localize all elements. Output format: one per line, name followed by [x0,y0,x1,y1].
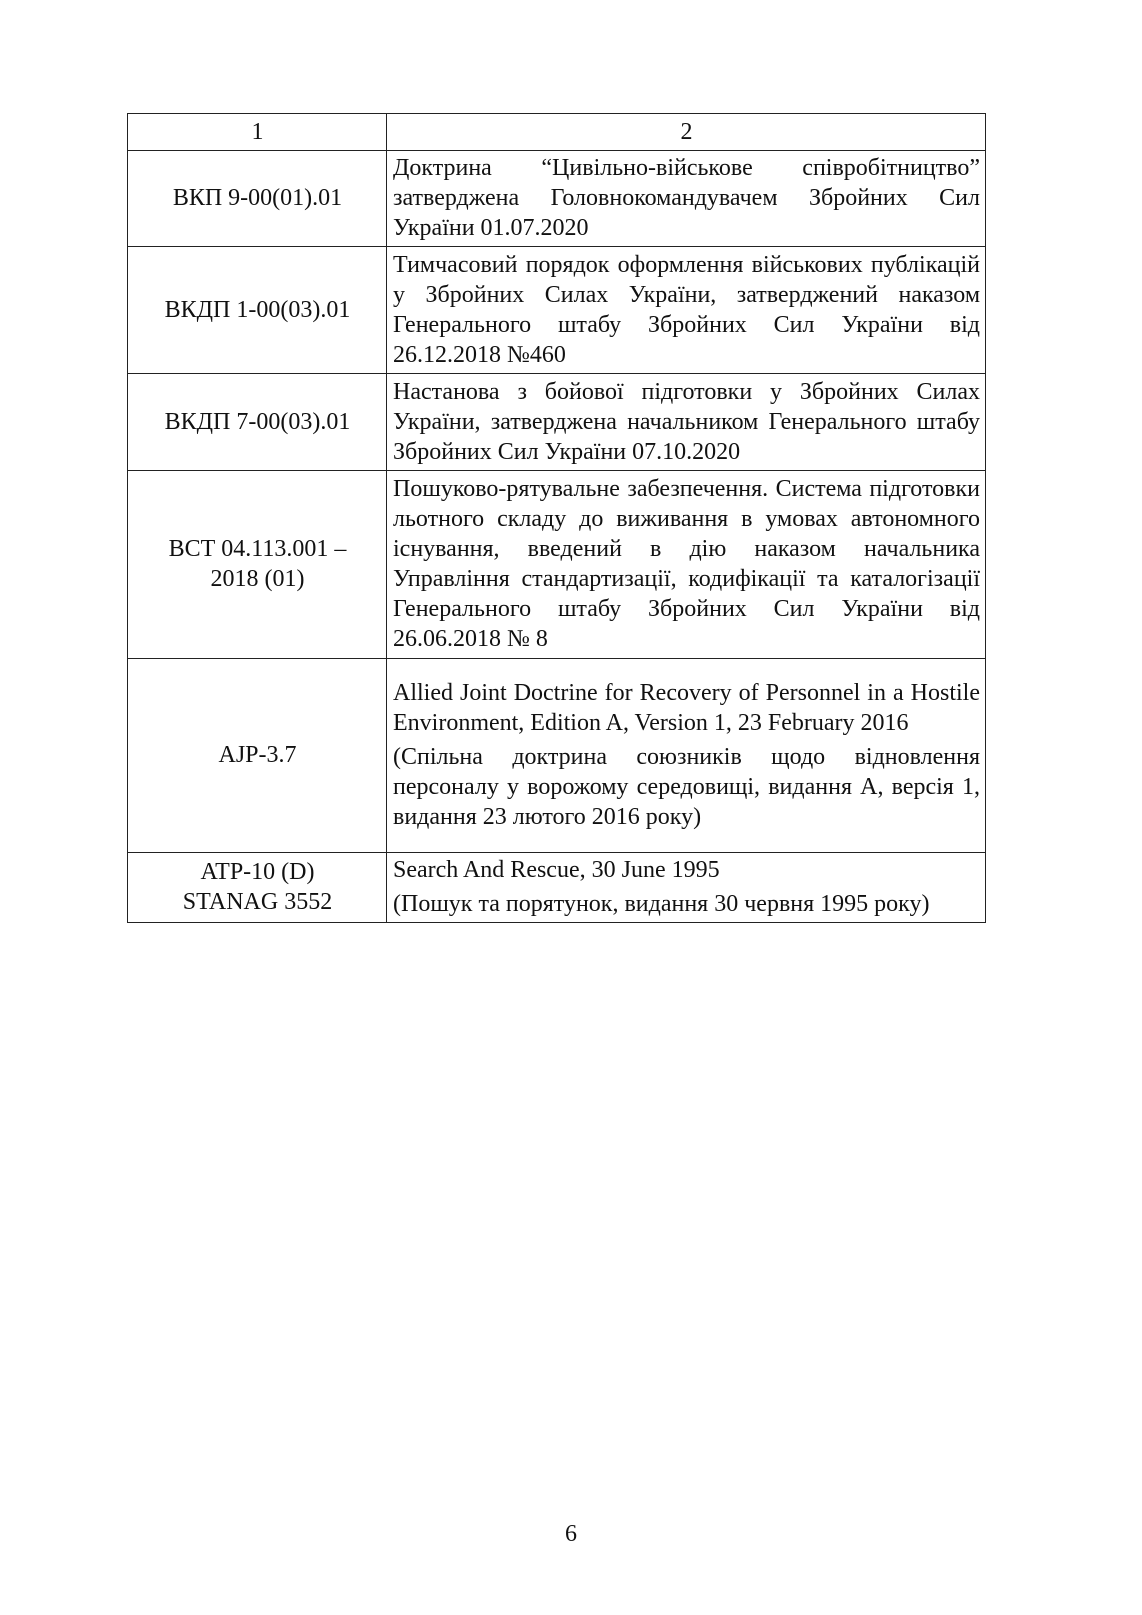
document-code-cell [128,659,387,853]
table-row [128,374,986,471]
header-cell-1: 1 [128,114,387,151]
table-row [128,247,986,374]
document-description-english: Search And Rescue, 30 June 1995 [393,857,720,883]
document-description-cell [387,853,986,923]
document-description-translation: (Спільна доктрина союзників щодо відновлення персоналу у ворожому середовищі, видання А, версія 1, видання 23 лютого 2016 року) [393,744,980,830]
document-description-cell [387,659,986,853]
header-cell-2: 2 [387,114,986,151]
document-description-cell [387,471,986,659]
references-table [127,113,986,923]
document-code-cell [128,471,387,659]
document-code: ВКДП 1-00(03).01 [164,296,351,323]
table-row [128,659,986,853]
document-description: Доктрина “Цивільно-військове співробітництво” затверджена Головнокомандувачем Збройних Сил України 01.07.2020 [393,155,980,241]
document-code: AJP-3.7 [218,742,297,768]
document-code: ВКП 9-00(01).01 [172,185,343,211]
document-code-line-2: STANAG 3552 [182,889,333,915]
document-code: ВКДП 7-00(03).01 [164,408,351,435]
table-row [128,853,986,923]
document-description-cell [387,151,986,247]
document-description: Настанова з бойової підготовки у Збройних Силах України, затверджена начальником Генерального штабу Збройних Сил України 07.10.2020 [393,378,980,465]
document-code-line-2: 2018 (01) [210,566,305,592]
document-description: Тимчасовий порядок оформлення військових публікацій у Збройних Силах України, затверджений наказом Генерального штабу Збройних Сил України від 26.12.2018 №460 [393,251,980,368]
document-code-line-1: ВСТ 04.113.001 – [168,536,347,562]
table-row [128,471,986,659]
document-code-cell [128,374,387,471]
document-code-cell [128,151,387,247]
document-description-cell [387,247,986,374]
document-code-cell [128,247,387,374]
document-description-translation: (Пошук та порятунок, видання 30 червня 1995 року) [393,891,930,917]
table-header-row [128,114,986,151]
document-description: Пошуково-рятувальне забезпечення. Система підготовки льотного складу до виживання в умовах автономного існування, введений в дію наказом начальника Управління стандартизації, кодифікації та каталогізації Генерального штабу Збройних Сил України від 26.06.2018 № 8 [393,476,980,652]
document-code-cell [128,853,387,923]
document-code-line-1: ATP-10 (D) [200,859,315,885]
table-row [128,151,986,247]
document-description-cell [387,374,986,471]
document-description-english: Allied Joint Doctrine for Recovery of Personnel in a Hostile Environment, Edition A, Version 1, 23 February 2016 [393,680,980,736]
page-number: 6 [565,1521,577,1547]
